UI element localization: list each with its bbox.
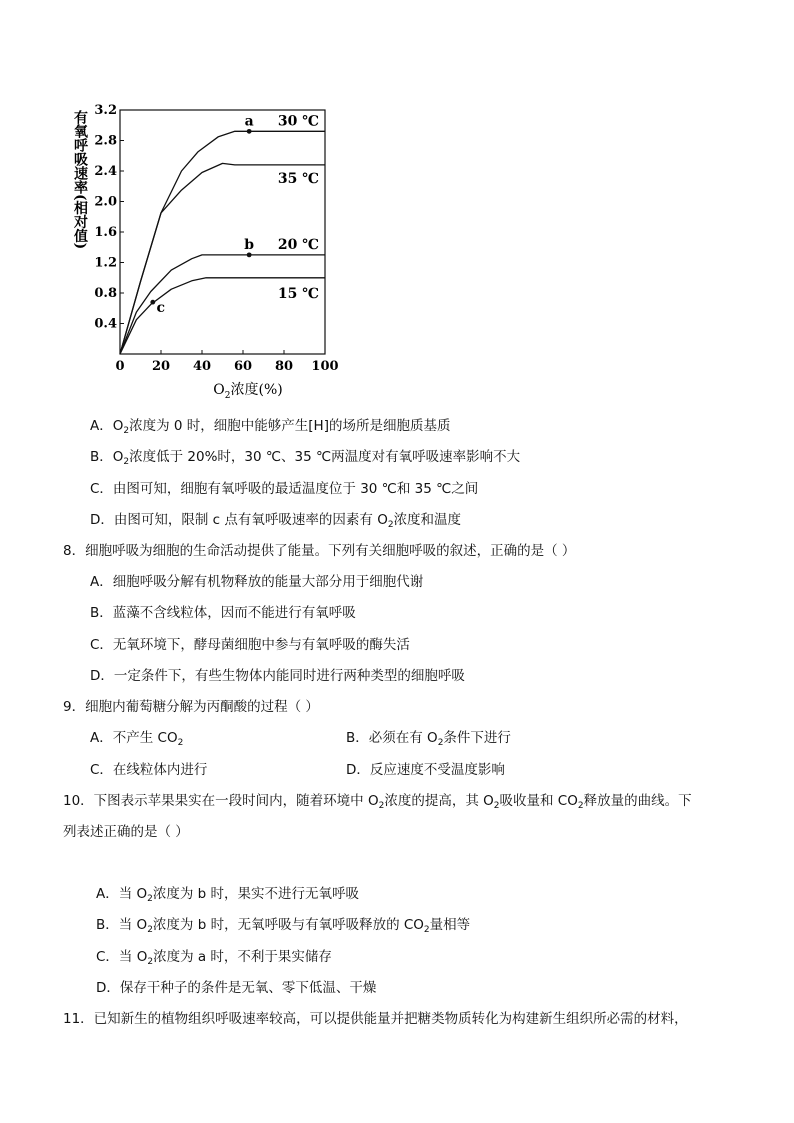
x-tick-label: 80 — [274, 359, 294, 374]
y-tick-label: 2.4 — [94, 164, 117, 179]
series-label: 20 ℃ — [277, 236, 319, 253]
series-label: 15 ℃ — [277, 285, 319, 302]
x-axis-label: $O_2$浓度(%) — [213, 382, 283, 401]
q9-option-c[interactable]: C．在线粒体内进行 — [90, 762, 208, 778]
q9-option-d[interactable]: D．反应速度不受温度影响 — [346, 762, 505, 778]
y-tick-label: 3.2 — [94, 103, 117, 118]
point-label: c — [156, 300, 166, 317]
series-label: 30 ℃ — [277, 113, 319, 130]
y-tick-label: 0.8 — [94, 286, 117, 301]
q8-option-c[interactable]: C．无氧环境下，酵母菌细胞中参与有氧呼吸的酶失活 — [90, 637, 410, 653]
q10-option-a[interactable]: A．当 $O_2$浓度为 b 时，果实不进行无氧呼吸 — [96, 886, 360, 904]
plot-frame — [120, 110, 325, 354]
q10-option-c[interactable]: C．当 $O_2$浓度为 a 时，不利于果实储存 — [96, 949, 332, 967]
series-label: 35 ℃ — [277, 170, 319, 187]
q8-stem: 8．细胞呼吸为细胞的生命活动提供了能量。下列有关细胞呼吸的叙述，正确的是（ ） — [63, 543, 576, 559]
x-tick-label: 100 — [311, 359, 339, 374]
y-tick-label: 2.0 — [94, 194, 117, 210]
q9-option-b[interactable]: B．必须在有 $O_2$条件下进行 — [346, 730, 511, 748]
x-tick-label: 20 — [151, 359, 171, 374]
x-tick-label: 0 — [115, 359, 125, 374]
point-c — [150, 300, 155, 305]
x-tick-label: 40 — [192, 359, 212, 374]
chart-points — [150, 113, 254, 316]
q10-stem-line1: 10．下图表示苹果果实在一段时间内，随着环境中 $O_2$浓度的提高，其 $O_2$吸收量和 $CO_2$释放量的曲线。下 — [63, 793, 692, 811]
chart-series-labels — [278, 113, 319, 301]
point-a — [247, 129, 252, 134]
q9-option-a[interactable]: A．不产生 $CO_2$ — [90, 730, 184, 748]
q10-option-b[interactable]: B．当 $O_2$浓度为 b 时，无氧呼吸与有氧呼吸释放的 $CO_2$量相等 — [96, 917, 471, 935]
q8-option-b[interactable]: B．蓝藻不含线粒体，因而不能进行有氧呼吸 — [90, 605, 356, 621]
point-label: b — [244, 236, 255, 253]
point-label: a — [244, 113, 254, 130]
y-tick-label: 1.2 — [94, 255, 117, 271]
q8-option-d[interactable]: D．一定条件下，有些生物体内能同时进行两种类型的细胞呼吸 — [90, 668, 465, 684]
q7-option-a[interactable]: A．$O_2$浓度为 0 时，细胞中能够产生[H]的场所是细胞质基质 — [90, 418, 451, 436]
respiration-rate-chart — [70, 98, 360, 408]
q10-option-d[interactable]: D．保存干种子的条件是无氧、零下低温、干燥 — [96, 980, 377, 996]
q9-stem: 9．细胞内葡萄糖分解为丙酮酸的过程（ ） — [63, 699, 319, 715]
y-axis-label: 有氧呼吸速率(相对值) — [72, 110, 88, 250]
point-b — [247, 252, 252, 257]
series-line — [120, 163, 325, 354]
q7-option-c[interactable]: C．由图可知，细胞有氧呼吸的最适温度位于 30 ℃和 35 ℃之间 — [90, 481, 479, 497]
y-tick-label: 2.8 — [94, 133, 117, 149]
q10-stem-line2: 列表述正确的是（ ） — [63, 824, 189, 840]
q8-option-a[interactable]: A．细胞呼吸分解有机物释放的能量大部分用于细胞代谢 — [90, 574, 424, 590]
chart-axes — [120, 110, 325, 354]
q7-option-b[interactable]: B．$O_2$浓度低于 20%时，30 ℃、35 ℃两温度对有氧呼吸速率影响不大 — [90, 449, 521, 467]
y-tick-label: 1.6 — [94, 225, 117, 240]
q11-stem: 11．已知新生的植物组织呼吸速率较高，可以提供能量并把糖类物质转化为构建新生组织所必需的材料， — [63, 1011, 688, 1027]
q7-option-d[interactable]: D．由图可知，限制 c 点有氧呼吸速率的因素有 $O_2$浓度和温度 — [90, 512, 462, 530]
x-tick-label: 60 — [233, 359, 253, 374]
y-tick-label: 0.4 — [94, 316, 117, 332]
